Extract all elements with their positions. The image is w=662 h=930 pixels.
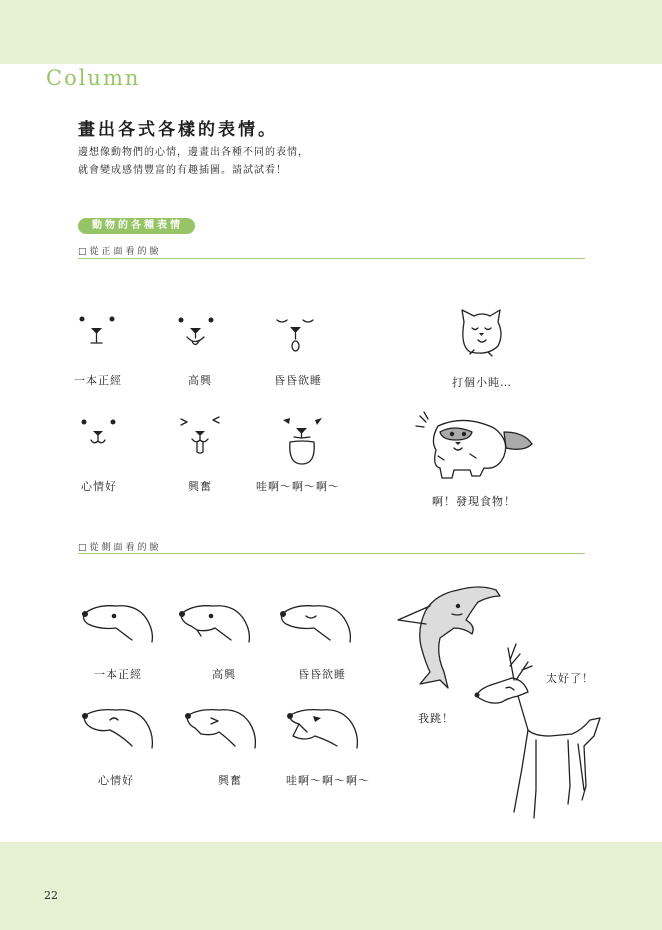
caption: 啊！發現食物！ (432, 495, 516, 508)
caption: 一本正經 (94, 668, 142, 681)
caption: 哇啊～啊～啊～ (256, 480, 340, 493)
divider (78, 258, 585, 259)
caption: 昏昏欲睡 (274, 374, 322, 387)
caption: 我跳！ (418, 712, 454, 725)
raccoon-finding-food-illustration (414, 410, 536, 484)
intro-line: 邊想像動物們的心情，邊畫出各種不同的表情， (78, 147, 309, 158)
section-label: 動物的各種表情 (78, 218, 195, 234)
side-view-heading: □從側面看的臉 (78, 543, 162, 553)
divider (78, 553, 585, 554)
page-title: 畫出各式各樣的表情。 (78, 120, 278, 140)
top-band (0, 0, 662, 64)
front-face-good-mood (78, 414, 128, 454)
sleeping-hamster-illustration (458, 306, 508, 362)
caption: 高興 (188, 374, 212, 387)
page-number: 22 (44, 889, 58, 902)
caption: 一本正經 (74, 374, 122, 387)
bottom-band (0, 842, 662, 930)
caption: 太好了！ (546, 672, 594, 685)
front-face-excited (178, 414, 228, 458)
caption: 高興 (212, 668, 236, 681)
side-face-good-mood (80, 706, 160, 752)
column-label: Column (46, 66, 141, 90)
caption: 興奮 (188, 480, 212, 493)
front-face-serious (75, 310, 125, 350)
caption: 興奮 (218, 774, 242, 787)
side-face-serious (80, 600, 160, 646)
caption: 昏昏欲睡 (298, 668, 346, 681)
caption: 心情好 (98, 774, 134, 787)
caption: 哇啊～啊～啊～ (286, 774, 370, 787)
intro-line: 就會變成感情豐富的有趣插圖。請試試看！ (78, 165, 287, 176)
front-face-sleepy (273, 312, 323, 356)
side-face-crying (285, 706, 365, 752)
front-view-heading: □從正面看的臉 (78, 247, 162, 257)
caption: 打個小盹… (452, 376, 512, 389)
side-face-excited (183, 706, 263, 752)
front-face-happy (175, 312, 225, 352)
side-face-sleepy (278, 600, 358, 646)
caption: 心情好 (81, 480, 117, 493)
happy-deer-illustration (474, 640, 606, 822)
side-face-happy (177, 600, 257, 646)
front-face-crying (280, 412, 328, 466)
